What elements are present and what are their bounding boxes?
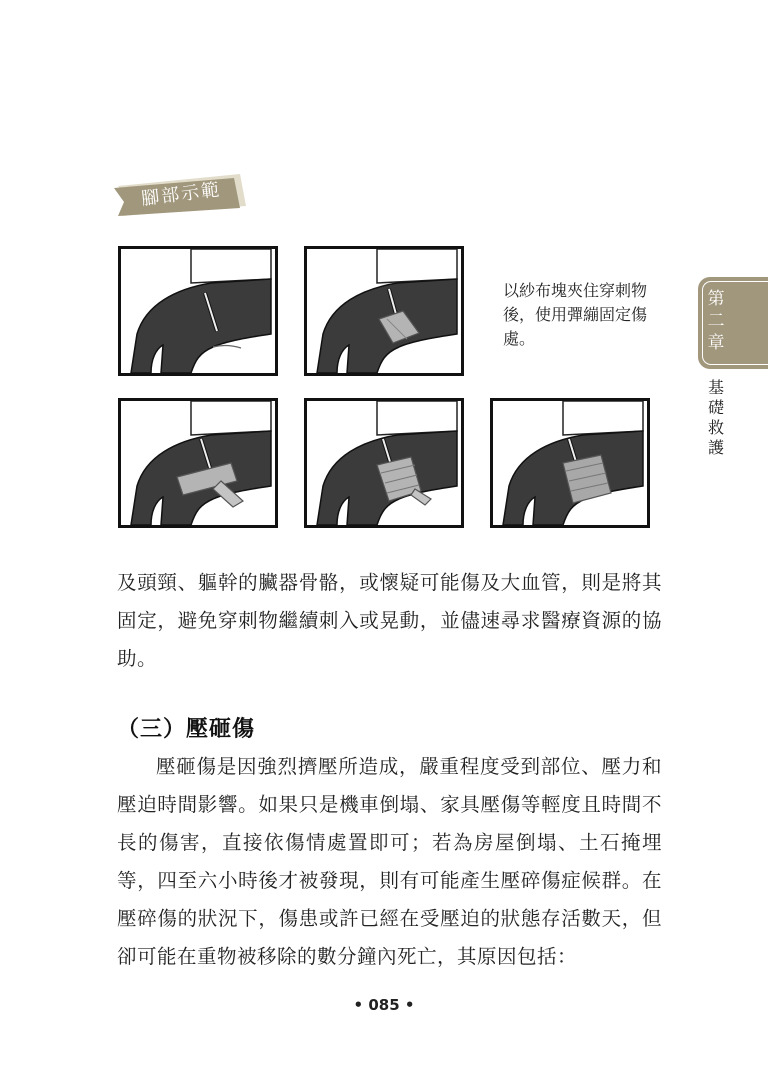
illustration-panel-2 <box>304 246 464 376</box>
chapter-title: 基礎救護 <box>707 378 724 457</box>
illustration-panel-1 <box>118 246 278 376</box>
leg-gauze-pad-illustration <box>307 249 461 373</box>
leg-bandage-start-illustration <box>121 401 275 525</box>
illustration-panel-5 <box>490 398 650 528</box>
figure-caption: 以紗布塊夾住穿刺物後，使用彈繃固定傷處。 <box>503 281 648 348</box>
illustration-panel-3 <box>118 398 278 528</box>
chapter-label: 第二章 <box>707 289 725 353</box>
body-paragraph-1: 及頭頸、軀幹的臟器骨骼，或懷疑可能傷及大血管，則是將其固定，避免穿刺物繼續刺入或晃動，並儘速尋求醫療資源的協助。 <box>117 571 662 670</box>
leg-bandage-wrap-illustration <box>307 401 461 525</box>
leg-bandage-secured-illustration <box>493 401 647 525</box>
section-heading: （三）壓砸傷 <box>117 716 256 742</box>
page-number: • 085 • <box>353 996 415 1014</box>
leg-impaled-illustration <box>121 249 275 373</box>
banner-label: 腳部示範 <box>140 179 223 210</box>
illustration-panel-4 <box>304 398 464 528</box>
section-banner <box>112 172 248 218</box>
body-paragraph-2: 壓砸傷是因強烈擠壓所造成，嚴重程度受到部位、壓力和壓迫時間影響。如果只是機車倒塌、家具壓傷等輕度且時間不長的傷害，直接依傷情處置即可；若為房屋倒塌、土石掩埋等，四至六小時後才被發現，則有可能產生壓碎傷症候群。在壓碎傷的狀況下，傷患或許已經在受壓迫的狀態存活數天，但卻可能在重物被移除的數分鐘內死亡，其原因包括： <box>117 755 662 968</box>
